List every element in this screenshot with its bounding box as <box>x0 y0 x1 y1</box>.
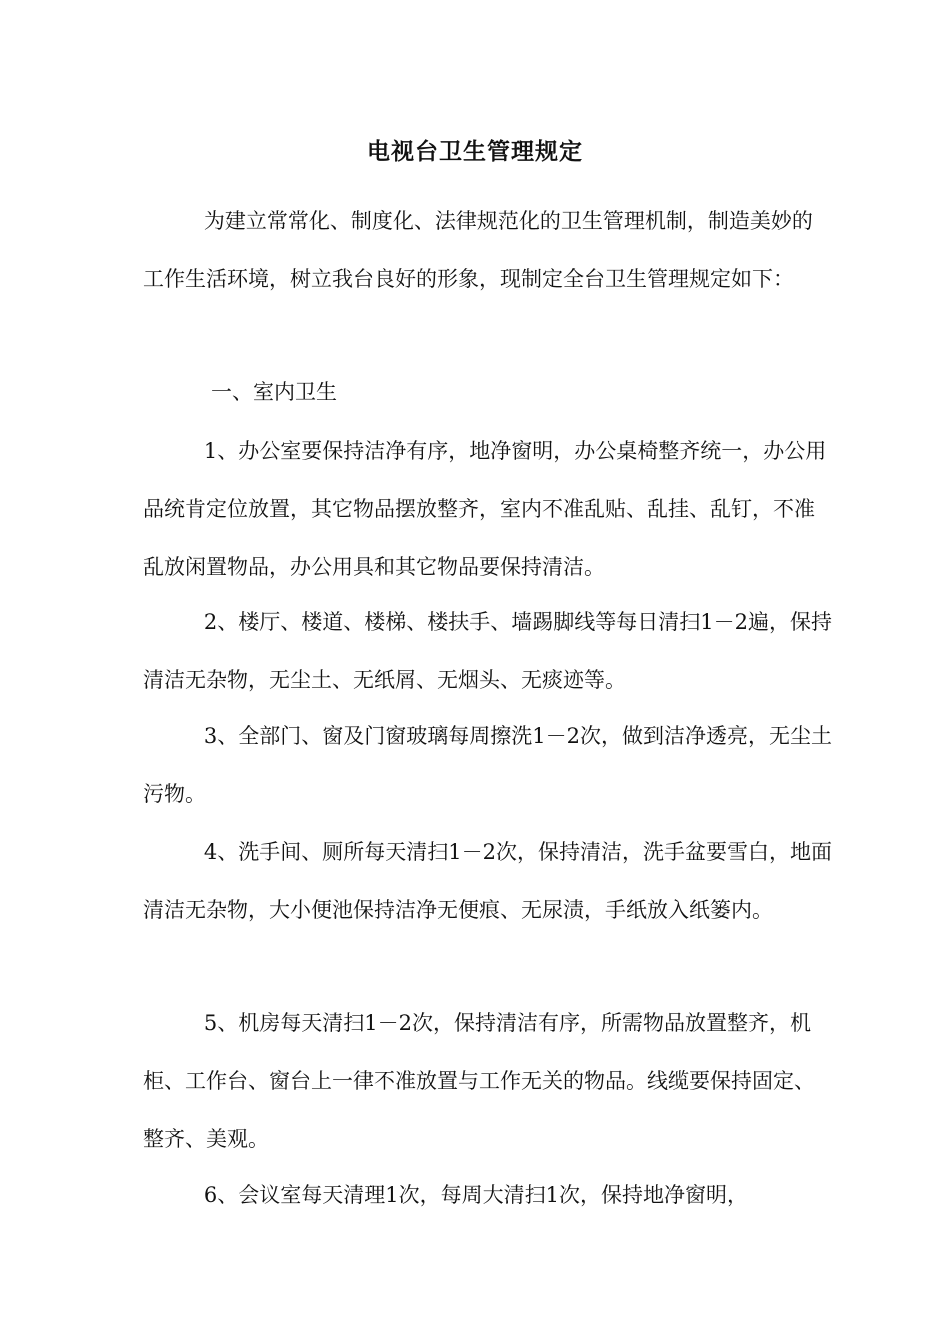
section-heading-indoor-hygiene: 一、室内卫生 <box>211 380 337 404</box>
rule-item-5: 5、机房每天清扫1－2次，保持清洁有序，所需物品放置整齐，机柜、工作台、窗台上一律不准放置与工作无关的物品。线缆要保持固定、整齐、美观。 <box>143 1011 815 1151</box>
document-title: 电视台卫生管理规定 <box>367 138 583 165</box>
intro-paragraph: 为建立常常化、制度化、法律规范化的卫生管理机制，制造美妙的工作生活环境，树立我台良好的形象，现制定全台卫生管理规定如下： <box>143 209 813 291</box>
rule-item-6: 6、会议室每天清理1次，每周大清扫1次，保持地净窗明， <box>203 1183 748 1207</box>
rule-item-3: 3、全部门、窗及门窗玻璃每周擦洗1－2次，做到洁净透亮，无尘土污物。 <box>143 724 832 806</box>
rule-item-1: 1、办公室要保持洁净有序，地净窗明，办公桌椅整齐统一，办公用品统肯定位放置，其它物品摆放整齐，室内不准乱贴、乱挂、乱钉，不准乱放闲置物品，办公用具和其它物品要保持清洁。 <box>143 439 827 579</box>
rule-item-2: 2、楼厅、楼道、楼梯、楼扶手、墙踢脚线等每日清扫1－2遍，保持清洁无杂物，无尘土、无纸屑、无烟头、无痰迹等。 <box>143 610 832 692</box>
rule-item-4: 4、洗手间、厕所每天清扫1－2次，保持清洁，洗手盆要雪白，地面清洁无杂物，大小便池保持洁净无便痕、无尿渍，手纸放入纸篓内。 <box>143 840 832 922</box>
